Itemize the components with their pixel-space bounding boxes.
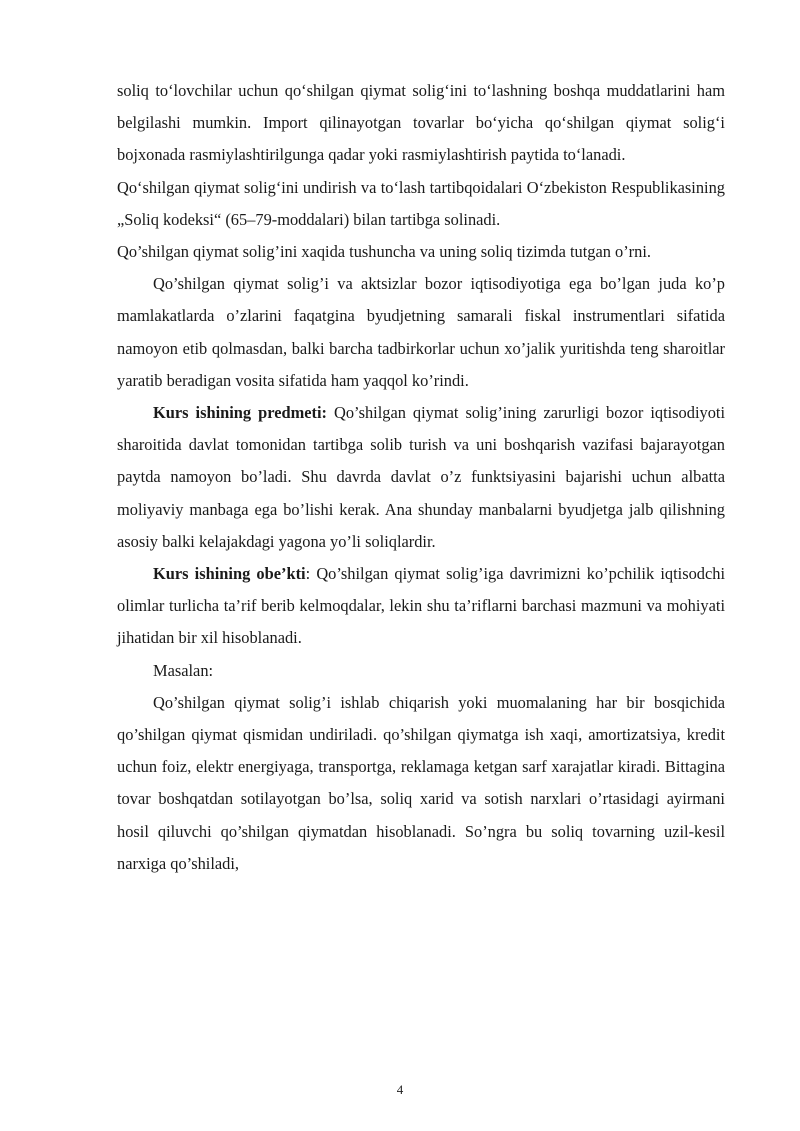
paragraph: Qo‘shilgan qiymat solig‘ini undirish va to‘lash tartibqoidalari O‘zbekiston Respublikasining „Soliq kodeksi“ (65–79-moddalari) bilan tartibga solinadi. xyxy=(117,177,725,229)
object-label: Kurs ishining obe’kti xyxy=(153,564,306,584)
paragraph: Qo’shilgan qiymat solig’i ishlab chiqarish yoki muomalaning har bir bosqichida qo’shilgan qiymat qismidan undiriladi. qo’shilgan qiymatga ish xaqi, amortizatsiya, kredit uchun foiz, elektr energiyaga, transportga, reklamaga ketgan sarf xarajatlar kiradi. Bittagina tovar boshqatdan sotilayotgan bo’lsa, soliq xarid va sotish narxlari o’rtasidagi ayirmani hosil qiluvchi qo’shilgan qiymatdan hisoblanadi. So’ngra bu soliq tovarning uzil-kesil narxiga qo’shiladi, xyxy=(117,692,725,873)
subject-label: Kurs ishining predmeti: xyxy=(153,403,327,423)
object-text: : Qo’shilgan qiymat solig’iga davrimizni ko’pchilik iqtisodchi olimlar turlicha ta’rif berib kelmoqdalar, lekin shu ta’riflarni barchasi mazmuni va mohiyati jihatidan bir xil hisoblanadi. xyxy=(117,564,725,648)
paragraph: soliq to‘lovchilar uchun qo‘shilgan qiymat solig‘ini to‘lashning boshqa muddatlarini ham belgilashi mumkin. Import qilinayotgan tovarlar bo‘yicha qo‘shilgan qiymat solig‘i bojxonada rasmiylashtirilgunga qadar yoki rasmiylashtirish paytida to‘lanadi. xyxy=(117,81,725,165)
page-number: 4 xyxy=(396,1082,404,1097)
document-page xyxy=(117,75,725,880)
paragraph: Qo’shilgan qiymat solig’i va aktsizlar bozor iqtisodiyotiga ega bo’lgan juda ko’p mamlakatlarda o’zlarini faqatgina byudjetning samarali fiskal instrumentlari sifatida namoyon etib qolmasdan, balki barcha tadbirkorlar uchun xo’jalik yuritishda teng sharoitlar yaratib beradigan vosita sifatida ham yaqqol ko’rindi. xyxy=(117,274,725,390)
subject-text: Qo’shilgan qiymat solig’ining zarurligi bozor iqtisodiyoti sharoitida davlat tomonidan tartibga solib turish va uni boshqarish vazifasi bajarayotgan paytda namoyon bo’ladi. Shu davrda davlat o’z funktsiyasini bajarishi uchun albatta moliyaviy manbaga ega bo’lishi kerak. Ana shunday manbalarni byudjetga jalb qilishning asosiy balki kelajakdagi yagona yo’li soliqlardir. xyxy=(117,403,725,551)
paragraph: Masalan: xyxy=(153,660,214,680)
paragraph-object xyxy=(117,558,725,655)
section-heading: Qo’shilgan qiymat solig’ini xaqida tushuncha va uning soliq tizimda tutgan o’rni. xyxy=(117,242,651,262)
paragraph-subject xyxy=(117,397,725,558)
